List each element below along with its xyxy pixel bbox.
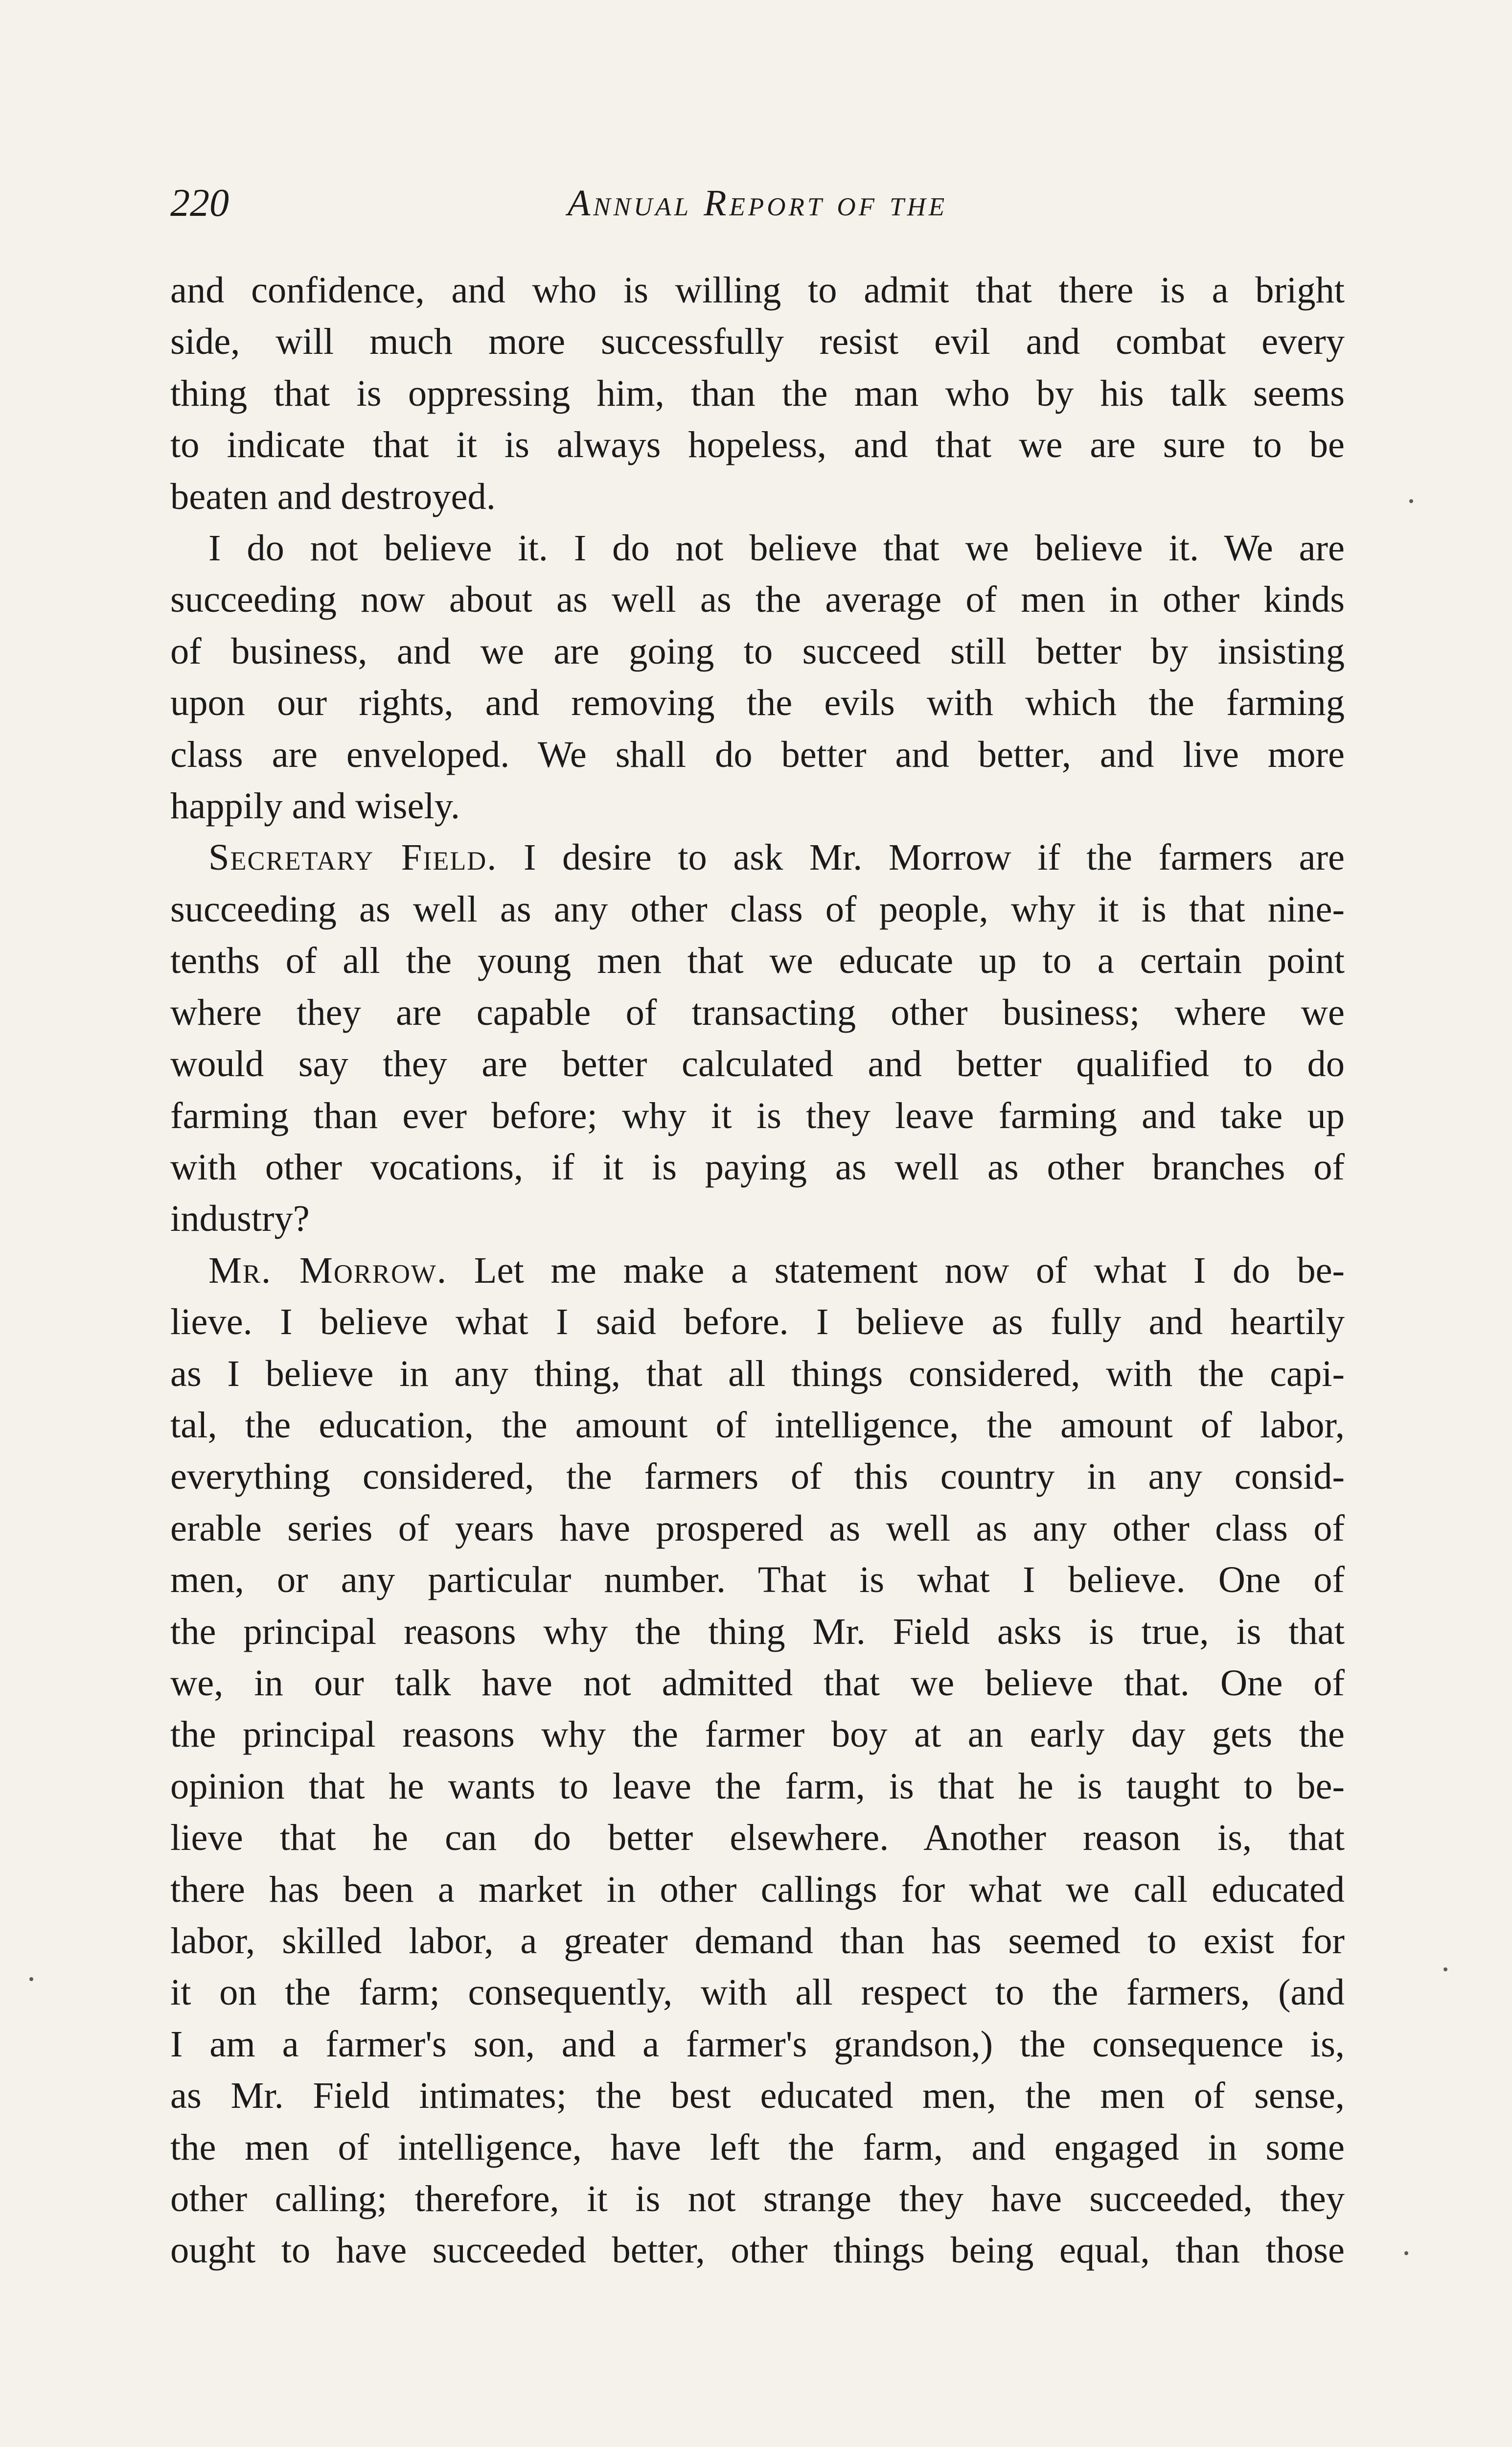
text-line: I do not believe it. I do not believe that we believe it. We are: [208, 527, 1345, 569]
text-line: and confidence, and who is willing to admit that there is a bright: [170, 269, 1345, 311]
speaker-name: Mr. Morrow.: [208, 1249, 448, 1291]
text-line: men, or any particular number. That is what I believe. One of: [170, 1559, 1345, 1601]
text-line: everything considered, the farmers of this country in any consid-: [170, 1455, 1345, 1498]
text-line: with other vocations, if it is paying as well as other branches of: [170, 1146, 1345, 1188]
scan-speck: [1404, 2251, 1408, 2255]
speaker-name: Secretary Field.: [208, 836, 498, 878]
text-line: it on the farm; consequently, with all respect to the farmers, (and: [170, 1971, 1345, 2013]
text-line: upon our rights, and removing the evils with which the farming: [170, 682, 1345, 724]
body-text: [170, 264, 1345, 2276]
text-line: opinion that he wants to leave the farm, is that he is taught to be-: [170, 1765, 1345, 1807]
text-line: succeeding now about as well as the average of men in other kinds: [170, 578, 1345, 621]
paragraph: [170, 831, 1345, 1244]
text-line: ought to have succeeded better, other things being equal, than those: [170, 2229, 1345, 2271]
text-fragment: I desire to ask Mr. Morrow if the farmers are: [524, 836, 1345, 878]
running-head: Annual Report of the: [567, 183, 948, 224]
scan-speck: [1443, 1967, 1447, 1971]
text-line: the principal reasons why the thing Mr. Field asks is true, is that: [170, 1610, 1345, 1652]
text-line: [170, 831, 1345, 883]
text-line: would say they are better calculated and better qualified to do: [170, 1043, 1345, 1085]
text-line: we, in our talk have not admitted that we believe that. One of: [170, 1662, 1345, 1704]
text-line: farming than ever before; why it is they leave farming and take up: [170, 1094, 1345, 1136]
text-line: thing that is oppressing him, than the man who by his talk seems: [170, 372, 1345, 414]
text-line: erable series of years have prospered as well as any other class of: [170, 1507, 1345, 1549]
text-line: lieve that he can do better elsewhere. Another reason is, that: [170, 1817, 1345, 1859]
text-line: class are enveloped. We shall do better and better, and live more: [170, 733, 1345, 775]
scan-speck: [1409, 499, 1413, 503]
text-line: tal, the education, the amount of intelligence, the amount of labor,: [170, 1404, 1345, 1446]
text-line: [170, 1245, 1345, 1296]
text-line: I am a farmer's son, and a farmer's grandson,) the consequence is,: [170, 2023, 1345, 2065]
text-line: of business, and we are going to succeed still better by insisting: [170, 630, 1345, 672]
paragraph: [170, 522, 1345, 831]
paragraph: [170, 264, 1345, 522]
text-line: side, will much more successfully resist evil and combat every: [170, 321, 1345, 363]
text-line: where they are capable of transacting other business; where we: [170, 991, 1345, 1033]
scan-speck: [29, 1977, 33, 1981]
text-line: tenths of all the young men that we educate up to a certain point: [170, 940, 1345, 982]
text-line: the men of intelligence, have left the farm, and engaged in some: [170, 2126, 1345, 2168]
text-line: as Mr. Field intimates; the best educated men, the men of sense,: [170, 2075, 1345, 2117]
page-number: 220: [170, 182, 229, 225]
text-fragment: Let me make a statement now of what I do be-: [474, 1249, 1345, 1291]
text-line: happily and wisely.: [170, 785, 460, 827]
paragraph: [170, 1245, 1345, 2276]
text-line: beaten and destroyed.: [170, 475, 496, 517]
text-line: to indicate that it is always hopeless, and that we are sure to be: [170, 424, 1345, 466]
text-line: there has been a market in other callings for what we call educated: [170, 1868, 1345, 1910]
text-line: as I believe in any thing, that all things considered, with the capi-: [170, 1352, 1345, 1394]
text-line: labor, skilled labor, a greater demand than has seemed to exist for: [170, 1920, 1345, 1962]
text-line: the principal reasons why the farmer boy at an early day gets the: [170, 1713, 1345, 1755]
text-line: industry?: [170, 1198, 310, 1240]
text-line: other calling; therefore, it is not strange they have succeeded, they: [170, 2178, 1345, 2220]
page-header: [170, 176, 1345, 230]
text-line: succeeding as well as any other class of people, why it is that nine-: [170, 888, 1345, 930]
text-line: lieve. I believe what I said before. I believe as fully and heartily: [170, 1301, 1345, 1343]
